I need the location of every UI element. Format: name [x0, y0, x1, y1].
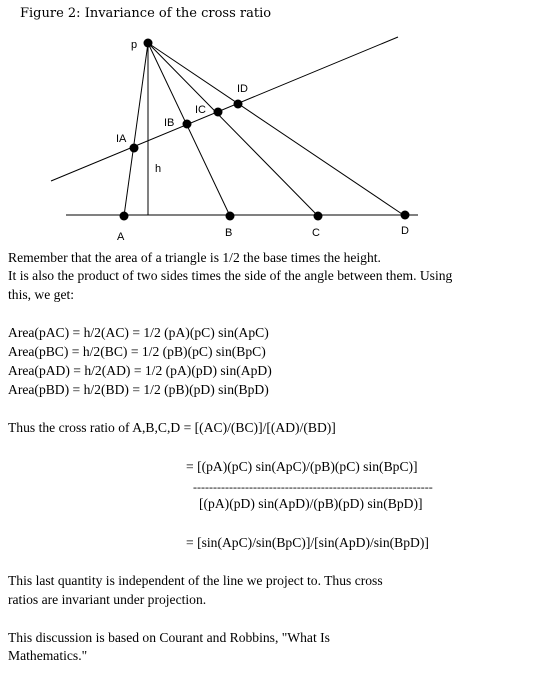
- point-p: [144, 39, 153, 48]
- label-B: B: [225, 227, 233, 239]
- cross-ratio-figure: [0, 0, 543, 245]
- area-pBC: Area(pBC) = h/2(BC) = 1/2 (pB)(pC) sin(BpC): [8, 344, 266, 359]
- label-IB: IB: [164, 117, 175, 129]
- point-IC: [214, 108, 223, 117]
- point-C: [314, 212, 323, 221]
- equation-numerator: = [(pA)(pC) sin(ApC)/(pB)(pC) sin(BpC)]: [186, 459, 418, 474]
- cross-ratio-statement: Thus the cross ratio of A,B,C,D = [(AC)/(BC)]/[(AD)/(BD)]: [8, 420, 336, 435]
- point-IB: [183, 120, 192, 129]
- conclusion-line-2: ratios are invariant under projection.: [8, 592, 207, 607]
- point-D: [401, 211, 410, 220]
- point-ID: [234, 100, 243, 109]
- point-IA: [130, 144, 139, 153]
- label-A: A: [117, 231, 125, 243]
- label-C: C: [312, 227, 320, 239]
- label-p: p: [131, 39, 138, 51]
- label-ID: ID: [237, 83, 248, 95]
- ray-pC: [148, 43, 318, 216]
- figure-title: Figure 2: Invariance of the cross ratio: [20, 6, 272, 21]
- source-line-2: Mathematics.": [8, 648, 88, 663]
- ray-pA: [124, 43, 148, 216]
- conclusion-line-1: This last quantity is independent of the line we project to. Thus cross: [8, 573, 383, 588]
- area-pAD: Area(pAD) = h/2(AD) = 1/2 (pA)(pD) sin(ApD): [8, 363, 272, 378]
- point-B: [226, 212, 235, 221]
- intro-line-3: this, we get:: [8, 287, 75, 302]
- intro-line-1: Remember that the area of a triangle is 1/2 the base times the height.: [8, 250, 381, 265]
- oblique-line: [51, 37, 398, 181]
- label-IA: IA: [116, 133, 127, 145]
- label-h: h: [155, 163, 162, 175]
- area-pAC: Area(pAC) = h/2(AC) = 1/2 (pA)(pC) sin(ApC): [8, 325, 269, 340]
- ray-pB: [148, 43, 230, 216]
- area-pBD: Area(pBD) = h/2(BD) = 1/2 (pB)(pD) sin(BpD): [8, 382, 269, 397]
- point-A: [120, 212, 129, 221]
- label-D: D: [401, 225, 409, 237]
- source-line-1: This discussion is based on Courant and Robbins, "What Is: [8, 630, 330, 645]
- fraction-divider: ------------------------------------------------------------: [193, 480, 433, 494]
- intro-line-2: It is also the product of two sides times the side of the angle between them. Using: [8, 268, 453, 283]
- equation-final: = [sin(ApC)/sin(BpC)]/[sin(ApD)/sin(BpD)]: [186, 535, 429, 550]
- ray-pD: [148, 43, 405, 216]
- label-IC: IC: [195, 104, 206, 116]
- equation-denominator: [(pA)(pD) sin(ApD)/(pB)(pD) sin(BpD)]: [199, 496, 423, 511]
